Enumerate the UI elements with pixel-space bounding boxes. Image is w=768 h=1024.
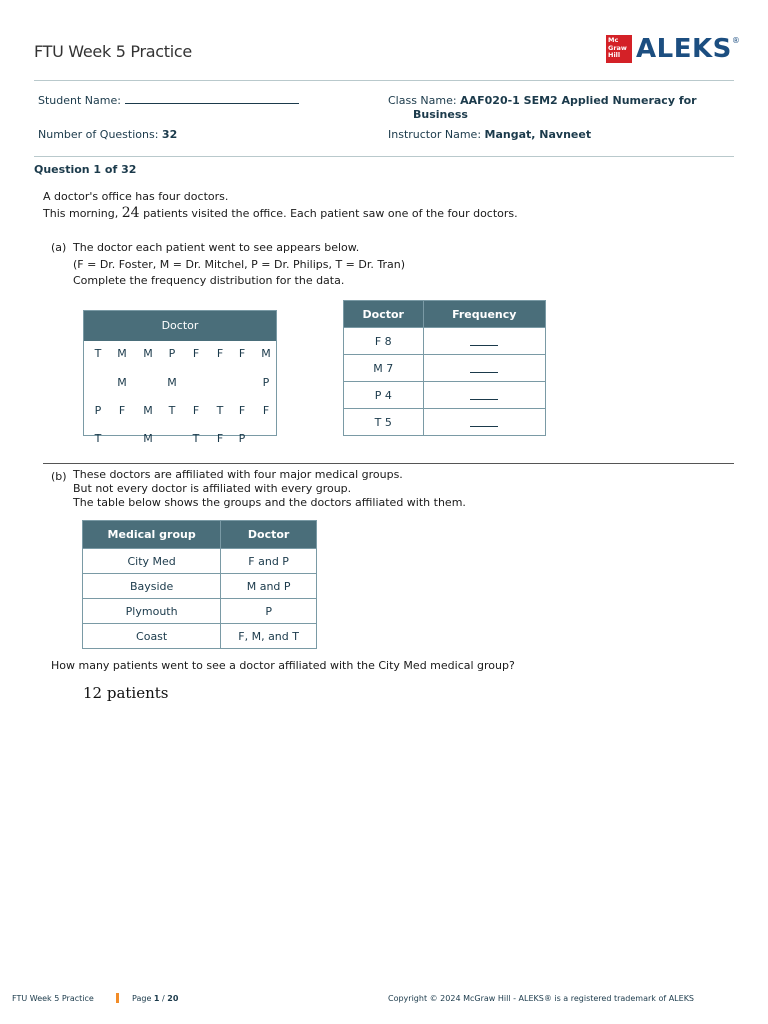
doctor-letter: F	[192, 403, 200, 417]
part-a-line-1: The doctor each patient went to see appears below.	[73, 241, 360, 254]
doctor-letter: M	[167, 375, 177, 389]
doctor-letter: M	[143, 403, 153, 417]
doctor-letter: T	[94, 431, 102, 445]
doctor-letter: F	[216, 346, 224, 360]
freq-header-doctor: Doctor	[344, 301, 424, 328]
doctor-letter: P	[168, 346, 176, 360]
doctor-letter: M	[117, 375, 127, 389]
doctor-letter: F	[118, 403, 126, 417]
footer-separator	[116, 993, 119, 1003]
doctor-letter: M	[143, 346, 153, 360]
doctor-letter: F	[238, 346, 246, 360]
table-row	[344, 409, 546, 436]
doctor-letter: F	[192, 346, 200, 360]
table-row	[344, 328, 546, 355]
med-doctor-cell: F and P	[221, 549, 317, 574]
part-b-answer[interactable]: 12 patients	[83, 684, 169, 702]
table-row	[83, 624, 317, 649]
doctor-letter: T	[216, 403, 224, 417]
student-name-blank	[125, 94, 299, 104]
doctor-letter: P	[94, 403, 102, 417]
part-divider	[43, 463, 734, 464]
doctor-letter: T	[192, 431, 200, 445]
freq-doctor-cell: P 4	[344, 382, 424, 409]
table-row	[83, 574, 317, 599]
freq-answer-blank[interactable]	[470, 388, 498, 400]
doctor-letter: F	[238, 403, 246, 417]
med-group-cell: Plymouth	[83, 599, 221, 624]
part-b-label: (b)	[51, 470, 67, 483]
doctor-letter: T	[94, 346, 102, 360]
question-intro-1: A doctor's office has four doctors.	[43, 190, 229, 203]
freq-answer-cell[interactable]	[423, 382, 545, 409]
freq-answer-cell[interactable]	[423, 328, 545, 355]
freq-answer-cell[interactable]	[423, 355, 545, 382]
part-b-question: How many patients went to see a doctor affiliated with the City Med medical group?	[51, 659, 515, 672]
aleks-wordmark: ALEKS®	[636, 34, 741, 64]
doctor-letter: M	[261, 346, 271, 360]
page-title: FTU Week 5 Practice	[34, 42, 192, 61]
freq-answer-blank[interactable]	[470, 415, 498, 427]
med-doctor-cell: P	[221, 599, 317, 624]
doctor-letter: F	[216, 431, 224, 445]
freq-answer-blank[interactable]	[470, 334, 498, 346]
table-row	[344, 382, 546, 409]
med-doctor-cell: M and P	[221, 574, 317, 599]
freq-doctor-cell: T 5	[344, 409, 424, 436]
doctor-data-grid	[84, 341, 276, 445]
medical-group-table	[82, 520, 317, 649]
med-header-group: Medical group	[83, 521, 221, 549]
med-header-doctor: Doctor	[221, 521, 317, 549]
meta-divider	[34, 156, 734, 157]
instructor-name: Instructor Name: Mangat, Navneet	[388, 128, 592, 141]
table-row	[83, 599, 317, 624]
aleks-logo	[606, 34, 740, 64]
question-heading: Question 1 of 32	[34, 163, 137, 176]
freq-header-frequency: Frequency	[423, 301, 545, 328]
part-b-text: These doctors are affiliated with four major medical groups. But not every doctor is affiliated with every group. The table below shows the groups and the doctors affiliated with them.	[73, 468, 466, 509]
header-divider	[34, 80, 734, 81]
doctor-letter: P	[262, 375, 270, 389]
freq-doctor-cell: M 7	[344, 355, 424, 382]
freq-doctor-cell: F 8	[344, 328, 424, 355]
class-name: Class Name: AAF020-1 SEM2 Applied Numeracy for Business	[388, 94, 697, 121]
freq-answer-blank[interactable]	[470, 361, 498, 373]
footer-copyright: Copyright © 2024 McGraw Hill - ALEKS® is a registered trademark of ALEKS	[388, 994, 695, 1003]
med-group-cell: Coast	[83, 624, 221, 649]
doctor-data-header: Doctor	[84, 311, 277, 341]
doctor-data-table	[83, 310, 277, 445]
footer-page: Page 1 / 20	[132, 994, 179, 1003]
mcgraw-hill-logo: Mc Graw Hill	[606, 35, 632, 63]
freq-answer-cell[interactable]	[423, 409, 545, 436]
part-a-line-3: Complete the frequency distribution for the data.	[73, 274, 345, 287]
footer-title: FTU Week 5 Practice	[12, 994, 94, 1003]
doctor-letter: F	[262, 403, 270, 417]
part-a-label: (a)	[51, 241, 67, 254]
med-group-cell: Bayside	[83, 574, 221, 599]
med-doctor-cell: F, M, and T	[221, 624, 317, 649]
part-a-line-2: (F = Dr. Foster, M = Dr. Mitchel, P = Dr. Philips, T = Dr. Tran)	[73, 258, 406, 271]
table-row	[344, 355, 546, 382]
doctor-letter: M	[143, 431, 153, 445]
doctor-letter: P	[238, 431, 246, 445]
student-name-field: Student Name:	[38, 94, 299, 107]
number-of-questions: Number of Questions: 32	[38, 128, 178, 141]
doctor-letter: M	[117, 346, 127, 360]
table-row	[83, 549, 317, 574]
question-intro-2: This morning, 24 patients visited the office. Each patient saw one of the four doctors.	[43, 205, 518, 221]
frequency-table	[343, 300, 546, 436]
doctor-letter: T	[168, 403, 176, 417]
med-group-cell: City Med	[83, 549, 221, 574]
